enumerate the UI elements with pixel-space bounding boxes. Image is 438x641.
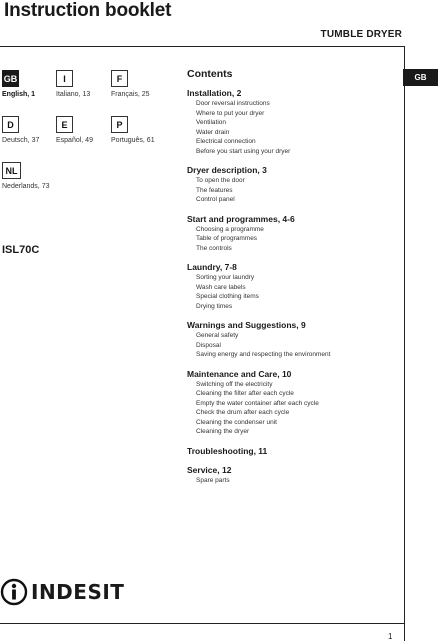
language-code-box[interactable]: GB bbox=[2, 70, 19, 87]
toc-section-maintenance bbox=[187, 369, 397, 437]
toc-section-dryer-description bbox=[187, 165, 397, 205]
brand-name: INDESIT bbox=[31, 580, 125, 604]
toc-item[interactable]: Ventilation bbox=[196, 119, 226, 126]
toc-section-troubleshooting bbox=[187, 446, 397, 456]
language-code-box[interactable]: F bbox=[111, 70, 128, 87]
toc-item[interactable]: Empty the water container after each cycle bbox=[196, 399, 319, 407]
right-divider bbox=[404, 46, 405, 641]
indesit-logo-icon bbox=[0, 578, 28, 606]
toc-item[interactable]: Disposal bbox=[196, 341, 221, 349]
toc-item[interactable]: Check the drum after each cycle bbox=[196, 409, 290, 416]
toc-item[interactable]: Drying times bbox=[196, 302, 233, 310]
toc-section-warnings bbox=[187, 320, 397, 360]
toc-item[interactable]: Switching off the electricity bbox=[196, 380, 273, 388]
contents-heading: Contents bbox=[187, 68, 233, 80]
model-number: ISL70C bbox=[2, 244, 40, 256]
footer-divider bbox=[0, 623, 404, 624]
toc-section-title[interactable]: Laundry, 7-8 bbox=[187, 262, 237, 272]
toc-item[interactable]: Cleaning the filter after each cycle bbox=[196, 390, 294, 397]
table-of-contents bbox=[187, 68, 397, 494]
toc-item[interactable]: Table of programmes bbox=[196, 235, 258, 242]
language-label: Italiano, 13 bbox=[56, 91, 91, 98]
toc-section-title[interactable]: Warnings and Suggestions, 9 bbox=[187, 320, 306, 330]
page-title: Instruction booklet bbox=[4, 0, 172, 21]
toc-item[interactable]: Cleaning the dryer bbox=[196, 428, 250, 435]
toc-item[interactable]: Water drain bbox=[196, 128, 230, 136]
language-pt[interactable] bbox=[111, 116, 191, 144]
toc-item[interactable]: Sorting your laundry bbox=[196, 274, 255, 281]
toc-section-installation bbox=[187, 88, 397, 156]
toc-item[interactable]: Saving energy and respecting the environment bbox=[196, 351, 331, 358]
language-code-box[interactable]: I bbox=[56, 70, 73, 87]
toc-item[interactable]: General safety bbox=[196, 332, 239, 339]
toc-item[interactable]: The controls bbox=[196, 244, 232, 252]
toc-section-title[interactable]: Installation, 2 bbox=[187, 88, 242, 98]
toc-section-title[interactable]: Maintenance and Care, 10 bbox=[187, 368, 292, 379]
toc-section-laundry bbox=[187, 262, 397, 311]
toc-item[interactable]: Where to put your dryer bbox=[196, 109, 265, 117]
language-code-box[interactable]: D bbox=[2, 116, 19, 133]
toc-item[interactable]: Spare parts bbox=[196, 476, 230, 484]
toc-section-title[interactable]: Troubleshooting, 11 bbox=[187, 445, 268, 456]
language-label: Nederlands, 73 bbox=[2, 183, 50, 190]
toc-item[interactable]: Electrical connection bbox=[196, 138, 256, 145]
language-code-box[interactable]: NL bbox=[2, 162, 21, 179]
language-label: Deutsch, 37 bbox=[2, 137, 40, 144]
toc-item[interactable]: The features bbox=[196, 186, 233, 194]
language-label: English, 1 bbox=[2, 91, 36, 98]
toc-section-title[interactable]: Dryer description, 3 bbox=[187, 165, 267, 175]
product-type: TUMBLE DRYER bbox=[320, 29, 402, 40]
toc-item[interactable]: Before you start using your dryer bbox=[196, 147, 291, 155]
toc-section-title[interactable]: Start and programmes, 4-6 bbox=[187, 213, 295, 224]
language-label: Français, 25 bbox=[111, 91, 150, 98]
toc-item[interactable]: Door reversal instructions bbox=[196, 100, 270, 107]
language-label: Português, 61 bbox=[111, 137, 155, 144]
toc-item[interactable]: Special clothing items bbox=[196, 293, 259, 300]
toc-item[interactable]: Choosing a programme bbox=[196, 225, 264, 233]
toc-section-start-programmes bbox=[187, 214, 397, 254]
brand-logo bbox=[0, 577, 124, 607]
language-side-tab: GB bbox=[403, 69, 438, 86]
toc-item[interactable]: To open the door bbox=[196, 177, 245, 184]
language-nl[interactable] bbox=[2, 162, 82, 190]
language-label: Español, 49 bbox=[56, 137, 93, 144]
language-code-box[interactable]: E bbox=[56, 116, 73, 133]
toc-item[interactable]: Wash care labels bbox=[196, 283, 246, 291]
toc-section-service bbox=[187, 465, 397, 486]
toc-item[interactable]: Cleaning the condenser unit bbox=[196, 418, 277, 426]
toc-section-title[interactable]: Service, 12 bbox=[187, 464, 232, 475]
language-fr[interactable] bbox=[111, 70, 191, 98]
language-code-box[interactable]: P bbox=[111, 116, 128, 133]
page-number: 1 bbox=[388, 632, 393, 641]
toc-item[interactable]: Control panel bbox=[196, 196, 235, 203]
header-divider bbox=[0, 46, 404, 47]
